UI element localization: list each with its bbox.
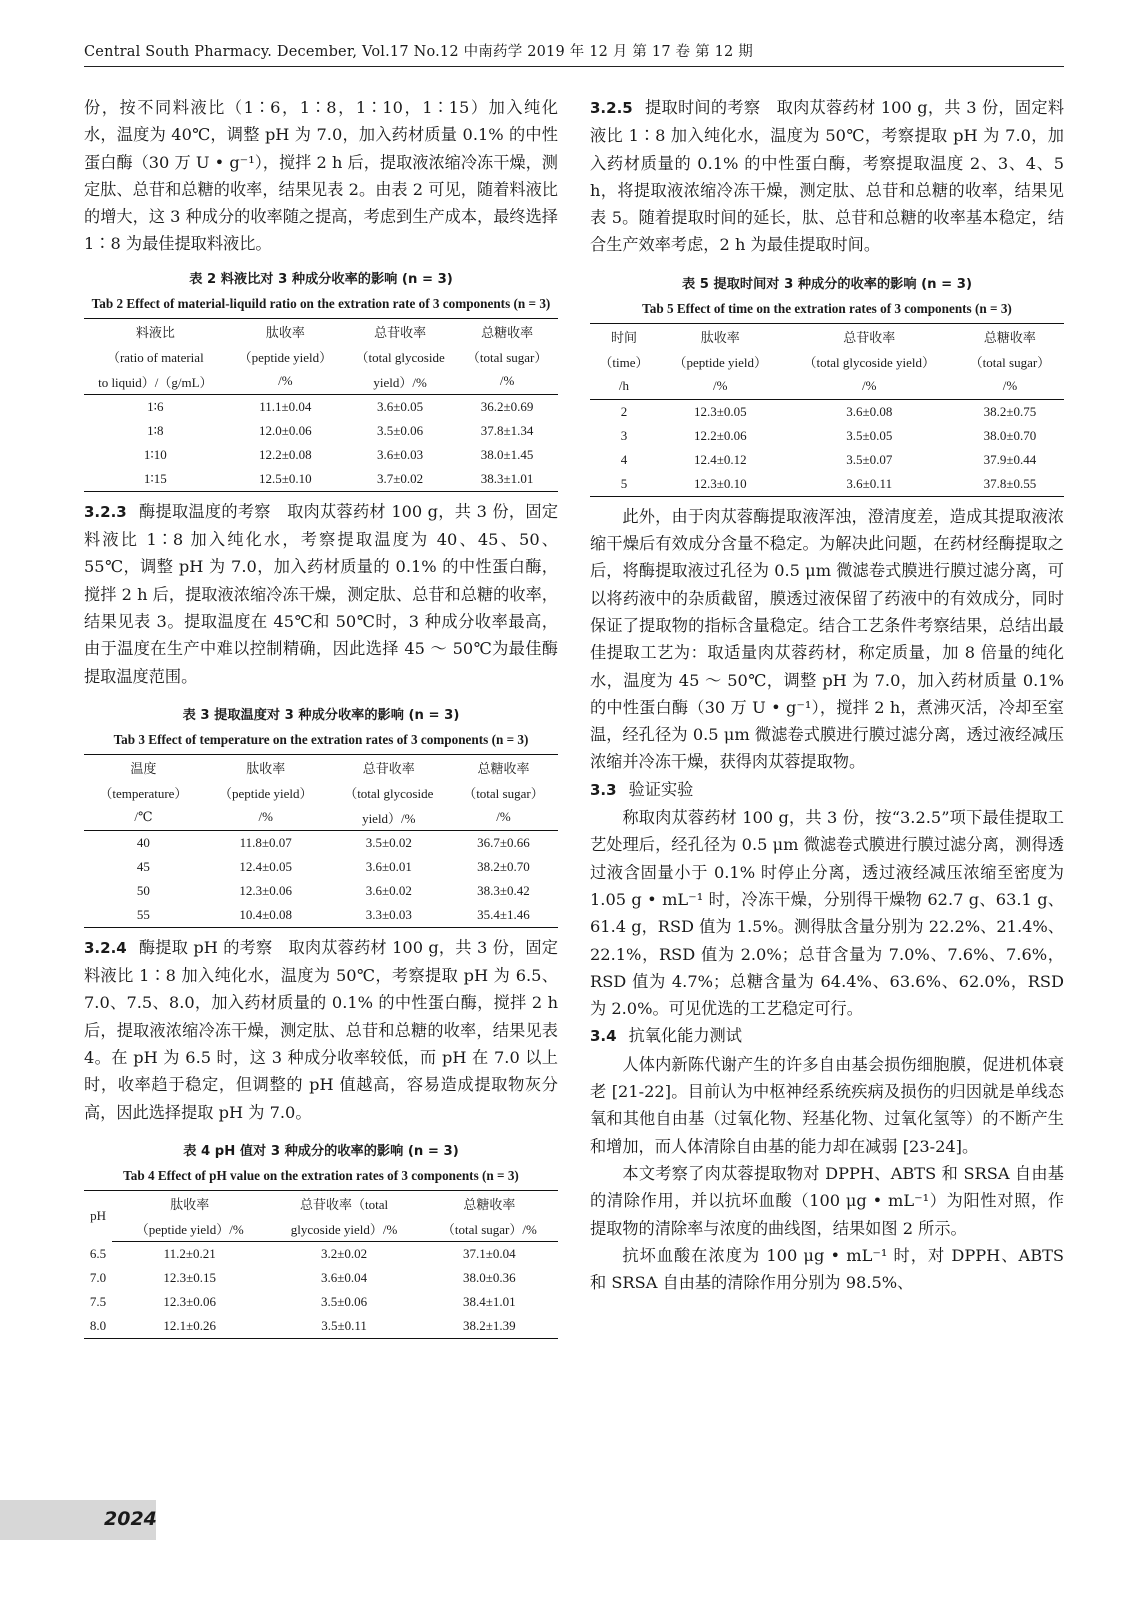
section-text: 取肉苁蓉药材 100 g，共 3 份，固定料液比 1∶8 加入纯化水，温度为 50℃，考察提取 pH 为 7.0，加入药材质量的 0.1% 的中性蛋白酶，考察提取温度 2、3、4、5 h，将提取液浓缩冷冻干燥，测定肽、总苷和总糖的收率，结果见表 5。随着提取时间的延长，肽、总苷和总糖的收率基本稳定，结合生产效率考虑，2 h 为最佳提取时间。 (590, 98, 1065, 255)
table-row (84, 419, 558, 443)
table-cell: 38.0±1.45 (480, 446, 534, 462)
section-3-4 (590, 1022, 1064, 1050)
table-header-cell: 料液比 (84, 318, 227, 344)
table-cell: 1∶10 (143, 446, 167, 462)
table-cell: 38.3±0.42 (477, 882, 530, 898)
table-cell: 35.4±1.46 (449, 903, 558, 928)
table-cell: 3.6±0.02 (365, 882, 412, 898)
paragraph-membrane: 此外，由于肉苁蓉酶提取液浑浊，澄清度差，造成其提取液浓缩干燥后有效成分含量不稳定。为解决此问题，在药材经酶提取之后，将酶提取液过孔径为 0.5 μm 微滤卷式膜进行膜过滤分离，可以将药液中的杂质截留，膜透过液保留了药液中的有效成分，同时保证了提取物的指标含量稳定。结合工艺条件考察结果，总结出最佳提取工艺为：取适量肉苁蓉药材，称定质量，加 8 倍量的纯化水，温度为 45 ～ 50℃，调整 pH 为 7.0，加入药材质量 0.1% 的中性蛋白酶（30 万 U • g⁻¹），搅拌 2 h，煮沸灭活，冷却至室温，经孔径为 0.5 μm 微滤卷式膜进行膜过滤分离，透过液经减压浓缩并冷冻干燥，获得肉苁蓉提取物。 (590, 506, 1064, 772)
table-header-cell: （total sugar） (466, 349, 548, 365)
table-cell: 3 (620, 427, 628, 443)
table-row (590, 424, 1064, 448)
table-header-cell: 总苷收率 (329, 754, 449, 780)
table2-caption-cn: 表 2 料液比对 3 种成分收率的影响 (n = 3) (189, 271, 453, 287)
table-header-cell: 温度 (84, 754, 203, 780)
table-cell: 38.0±0.36 (463, 1269, 516, 1285)
table-cell: 38.2±0.70 (477, 858, 530, 874)
table-cell: 3.6±0.01 (365, 858, 412, 874)
table-header-cell: 总苷收率 (783, 323, 956, 349)
table-header-cell: yield）/% (329, 805, 449, 831)
table-cell: 3.3±0.03 (329, 903, 449, 928)
table-cell: 3.6±0.05 (377, 398, 424, 414)
table-cell: 3.5±0.11 (267, 1314, 420, 1339)
table-header-cell: /% (658, 374, 783, 400)
table-header-cell: （time） (599, 354, 649, 370)
table-cell: 3.6±0.03 (377, 446, 424, 462)
table-cell: 3.5±0.02 (365, 834, 412, 850)
table-cell: 5 (590, 472, 658, 497)
table-cell: 11.8±0.07 (239, 834, 292, 850)
table5-caption-cn: 表 5 提取时间对 3 种成分的收率的影响 (n = 3) (682, 276, 972, 292)
table-cell: 50 (136, 882, 150, 898)
table-cell: 1∶8 (147, 422, 164, 438)
table-header-cell: yield）/% (344, 369, 456, 395)
section-number: 3.4 (590, 1027, 617, 1046)
table-header-cell: pH (84, 1190, 112, 1241)
table-header-cell: （total sugar） (969, 354, 1051, 370)
table-cell: 3.5±0.06 (377, 422, 424, 438)
table-header-cell: 肽收率 (203, 754, 329, 780)
table-cell: 55 (84, 903, 203, 928)
table-row (590, 448, 1064, 472)
table-cell: 11.2±0.21 (163, 1245, 216, 1261)
table-cell: 3.2±0.02 (320, 1245, 368, 1261)
table-cell: 12.0±0.06 (259, 422, 312, 438)
table-row (84, 467, 558, 492)
table-cell: 8.0 (84, 1314, 112, 1339)
table-cell: 3.5±0.06 (320, 1293, 368, 1309)
table-cell: 7.0 (89, 1269, 107, 1285)
table3-caption-en: Tab 3 Effect of temperature on the extration rates of 3 components (n = 3) (113, 731, 529, 747)
section-title: 验证实验 (628, 779, 694, 799)
table-header-cell: （peptide yield） (218, 785, 313, 801)
section-text: 取肉苁蓉药材 100 g，共 3 份，固定料液比 1∶8 加入纯化水，考察提取温度为 40、45、50、55℃，调整 pH 为 7.0，加入药材质量的 0.1% 的中性蛋白酶，搅拌 2 h 后，提取液浓缩冷冻干燥，测定肽、总苷和总糖的收率，结果见表 3。提取温度在 45℃和 50℃时，3 种成分收率最高，由于温度在生产中难以控制精确，因此选择 45 ～ 50℃为最佳酶提取温度范围。 (84, 501, 559, 686)
paragraph-material-ratio: 份，按不同料液比（1∶6，1∶8，1∶10，1∶15）加入纯化水，温度为 40℃，调整 pH 为 7.0，加入药材质量 0.1% 的中性蛋白酶（30 万 U • g⁻¹），搅拌 2 h 后，提取液浓缩冷冻干燥，测定肽、总苷和总糖的收率，结果见表 2。由表 2 可见，随着料液比的增大，这 3 种成分的收率随之提高，考虑到生产成本，最终选择 1∶8 为最佳提取料液比。 (84, 98, 558, 254)
table-cell: 7.5 (89, 1293, 107, 1309)
table-header-cell: （total glycoside (355, 349, 445, 365)
table-header-cell: 肽收率 (112, 1190, 267, 1216)
table-cell: 37.1±0.04 (463, 1245, 516, 1261)
table-header-cell: （total glycoside (344, 785, 434, 801)
table-row (84, 879, 558, 903)
section-3-2-3 (84, 498, 558, 690)
table-header-cell: 总苷收率 (344, 318, 456, 344)
table-header-cell: 总糖收率 (956, 323, 1064, 349)
table-row (84, 903, 558, 928)
paragraph-antioxidant-1: 人体内新陈代谢产生的许多自由基会损伤细胞膜，促进机体衰老 [21-22]。目前认为中枢神经系统疾病及损伤的归因就是单线态氧和其他自由基（过氧化物、羟基化物、过氧化氢等）的不断产生和增加，而人体清除自由基的能力却在减弱 [23-24]。 (590, 1054, 1064, 1156)
left-column (84, 94, 558, 1345)
table-3 (84, 754, 558, 928)
table4-caption-cn: 表 4 pH 值对 3 种成分的收率的影响 (n = 3) (183, 1143, 459, 1159)
table-cell: 12.3±0.10 (658, 472, 783, 497)
table-cell: 3.5±0.05 (846, 427, 893, 443)
table-cell: 12.3±0.15 (163, 1269, 217, 1285)
section-title: 提取时间的考察 (644, 98, 761, 117)
table-cell: 37.8±0.55 (956, 472, 1064, 497)
table-header-cell: （total glycoside yield） (803, 354, 935, 370)
paragraph-antioxidant-3: 抗坏血酸在浓度为 100 μg • mL⁻¹ 时，对 DPPH、ABTS 和 SRSA 自由基的清除作用分别为 98.5%、 (590, 1245, 1064, 1293)
table-cell: 12.2±0.08 (259, 446, 312, 462)
table-cell: 3.5±0.07 (846, 451, 893, 467)
page-number-tab (0, 1500, 156, 1540)
table-header-cell: /% (956, 374, 1064, 400)
right-column (590, 94, 1064, 1296)
table-cell: 38.3±1.01 (456, 467, 558, 492)
header-rule (84, 66, 1064, 67)
table-row (590, 472, 1064, 497)
table-cell: 12.4±0.05 (239, 858, 293, 874)
table-5 (590, 323, 1064, 497)
table-cell: 38.0±0.70 (983, 427, 1037, 443)
table-row (84, 1314, 558, 1339)
table-cell: 6.5 (89, 1245, 107, 1261)
table-cell: 37.8±1.34 (480, 422, 534, 438)
table-row (84, 1266, 558, 1290)
table3-caption-cn: 表 3 提取温度对 3 种成分收率的影响 (n = 3) (182, 707, 460, 723)
table-header-cell: 肽收率 (658, 323, 783, 349)
table-cell: 38.4±1.01 (463, 1293, 516, 1309)
table-header-cell: /% (783, 374, 956, 400)
section-title: 抗氧化能力测试 (628, 1026, 742, 1046)
table-header-cell: /% (227, 369, 344, 395)
table-cell: 12.3±0.05 (693, 403, 747, 419)
section-title: 酶提取温度的考察 (138, 501, 271, 521)
table-header-cell: 总糖收率 (449, 754, 558, 780)
paragraph-validation: 称取肉苁蓉药材 100 g，共 3 份，按“3.2.5”项下最佳提取工艺处理后，经孔径为 0.5 μm 微滤卷式膜进行膜过滤分离，测得透过液含固量小于 0.1% 时停止分离，透过液经减压浓缩至密度为 1.05 g • mL⁻¹ 时，冷冻干燥，分别得干燥物 62.7 g、63.1 g、61.4 g，RSD 值为 1.5%。测得肽含量分别为 22.2%、21.4%、22.1%，RSD 值为 2.0%；总苷含量为 7.0%、7.6%、7.6%，RSD 值为 4.7%；总糖含量为 64.4%、63.6%、62.0%，RSD 为 2.0%。可见优选的工艺稳定可行。 (590, 808, 1064, 1019)
table-cell: 1∶15 (84, 467, 227, 492)
table-header-cell: 总糖收率 (421, 1190, 558, 1216)
table-cell: 38.2±1.39 (421, 1314, 558, 1339)
table-header-cell: （ratio of material (106, 349, 204, 365)
table-row (84, 1241, 558, 1266)
table-header-cell: glycoside yield）/% (267, 1216, 420, 1242)
table-header-cell: （total sugar）/% (421, 1216, 558, 1242)
table-cell: 45 (136, 858, 150, 874)
table-row (84, 855, 558, 879)
table-cell: 12.2±0.06 (693, 427, 747, 443)
table-cell: 12.3±0.06 (239, 882, 293, 898)
table-header-cell: （peptide yield） (238, 349, 333, 365)
section-number: 3.2.3 (84, 502, 127, 521)
table-cell: 3.6±0.04 (320, 1269, 368, 1285)
table-header-cell: /% (449, 805, 558, 831)
table-row (84, 394, 558, 419)
table-cell: 12.3±0.06 (163, 1293, 217, 1309)
section-text: 取肉苁蓉药材 100 g，共 3 份，固定料液比 1∶8 加入纯化水，温度为 50℃，考察提取 pH 为 6.5、7.0、7.5、8.0，加入药材质量的 0.1% 的中性蛋白酶，搅拌 2 h 后，提取液浓缩冷冻干燥，测定肽、总苷和总糖的收率，结果见表 4。在 pH 为 6.5 时，这 3 种成分收率较低，而 pH 在 7.0 以上时，收率趋于稳定，但调整的 pH 值越高，容易造成提取物灰分高，因此选择提取 pH 为 7.0。 (84, 937, 558, 1122)
table-cell: 36.2±0.69 (480, 398, 534, 414)
table-header-cell: /℃ (84, 805, 203, 831)
table-cell: 12.4±0.12 (693, 451, 747, 467)
table-row (84, 443, 558, 467)
table-header-cell: 肽收率 (227, 318, 344, 344)
table-header-cell: to liquid）/（g/mL） (84, 369, 227, 395)
table-header-cell: /% (203, 805, 329, 831)
table-cell: 37.9±0.44 (983, 451, 1037, 467)
running-head: Central South Pharmacy. December, Vol.17 No.12 中南药学 2019 年 12 月 第 17 卷 第 12 期 (84, 44, 753, 60)
table-cell: 11.1±0.04 (259, 398, 312, 414)
table-cell: 3.7±0.02 (344, 467, 456, 492)
table-cell: 40 (136, 834, 150, 850)
table-cell: 12.1±0.26 (112, 1314, 267, 1339)
page-number: 2024 (104, 1508, 157, 1530)
table-header-cell: /% (456, 369, 558, 395)
table-header-cell: （peptide yield） (673, 354, 768, 370)
table-cell: 12.5±0.10 (227, 467, 344, 492)
table-cell: 38.2±0.75 (983, 403, 1037, 419)
table-header-cell: （temperature） (99, 785, 188, 801)
table-cell: 2 (620, 403, 628, 419)
table5-caption-en: Tab 5 Effect of time on the extration rates of 3 components (n = 3) (642, 300, 1012, 316)
table-header-cell: 总糖收率 (456, 318, 558, 344)
section-title: 酶提取 pH 的考察 (138, 937, 273, 957)
table-cell: 10.4±0.08 (203, 903, 329, 928)
table-cell: 1∶6 (147, 398, 164, 414)
table-2 (84, 318, 558, 492)
section-number: 3.3 (590, 780, 617, 799)
table-cell: 4 (620, 451, 628, 467)
table-header-cell: （total sugar） (463, 785, 544, 801)
table-header-cell: （peptide yield）/% (112, 1216, 267, 1242)
table4-caption-en: Tab 4 Effect of pH value on the extration rates of 3 components (n = 3) (123, 1167, 519, 1183)
table-4 (84, 1190, 558, 1339)
table-cell: 3.6±0.08 (846, 403, 893, 419)
section-number: 3.2.4 (84, 938, 127, 957)
table-header-cell: 总苷收率（total (267, 1190, 420, 1216)
table-row (590, 399, 1064, 424)
table-row (84, 1290, 558, 1314)
section-3-2-4 (84, 934, 558, 1126)
table-header-cell: 时间 (590, 323, 658, 349)
paragraph-antioxidant-2: 本文考察了肉苁蓉提取物对 DPPH、ABTS 和 SRSA 自由基的清除作用，并以抗坏血酸（100 μg • mL⁻¹）为阳性对照，作提取物的清除率与浓度的曲线图，结果如图 2 所示。 (590, 1163, 1064, 1238)
table-cell: 3.6±0.11 (783, 472, 956, 497)
section-3-3 (590, 776, 1064, 804)
section-number: 3.2.5 (590, 99, 633, 117)
table-header-cell: /h (590, 374, 658, 400)
table-row (84, 830, 558, 855)
section-3-2-5 (590, 94, 1064, 259)
table-cell: 36.7±0.66 (477, 834, 530, 850)
table2-caption-en: Tab 2 Effect of material-liquild ratio on the extration rate of 3 components (n = 3) (91, 295, 551, 311)
